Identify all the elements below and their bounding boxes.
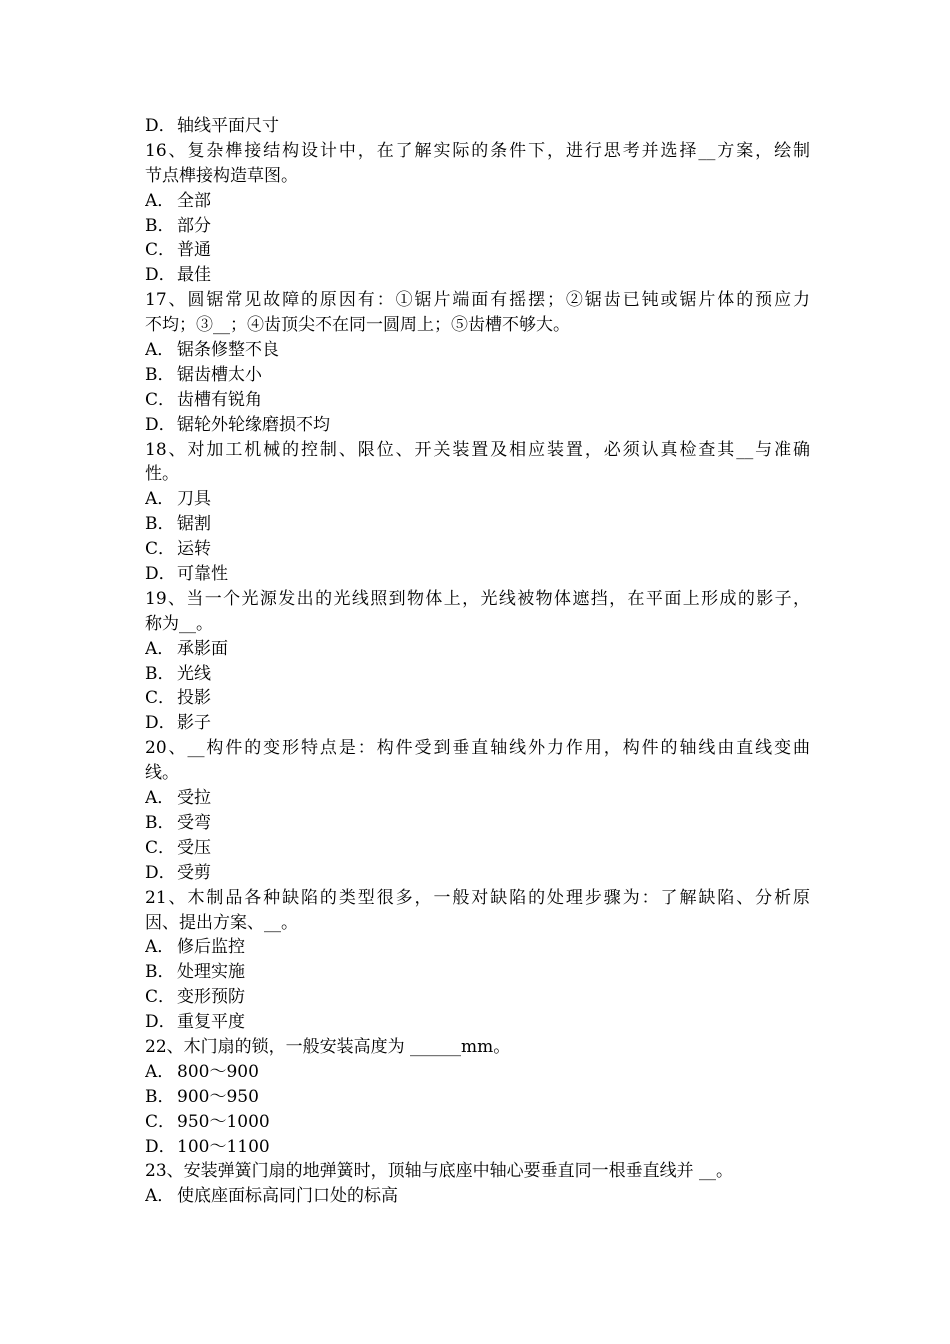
option-text: 全部 [177, 190, 211, 211]
answer-option [145, 189, 810, 214]
question-stem-line: 称为__。 [145, 613, 213, 634]
option-letter: B． [145, 215, 175, 236]
option-text: 最佳 [177, 265, 211, 286]
question-q20 [145, 736, 810, 885]
option-text: 锯割 [177, 514, 211, 535]
question-stem-line: 23、安装弹簧门扇的地弹簧时，顶轴与底座中轴心要垂直同一根垂直线并 __。 [145, 1161, 734, 1182]
answer-option [145, 238, 810, 263]
answer-option [145, 512, 810, 537]
answer-option [145, 1085, 810, 1110]
option-text: 运转 [177, 539, 211, 560]
option-letter: C． [145, 240, 176, 261]
option-text: 950～1000 [177, 1111, 270, 1132]
question-q21 [145, 886, 810, 1035]
option-letter: D． [145, 116, 176, 136]
option-letter: B． [145, 962, 175, 983]
option-text: 可靠性 [177, 564, 228, 585]
answer-option [145, 487, 810, 512]
answer-option [145, 662, 810, 687]
option-text: 处理实施 [177, 962, 245, 983]
option-text: 使底座面标高同门口处的标高 [177, 1186, 398, 1207]
option-letter: B． [145, 514, 175, 535]
question-stem-line: 线。 [145, 763, 179, 784]
question-stem-line: 16、复杂榫接结构设计中，在了解实际的条件下，进行思考并选择__方案，绘制 [145, 140, 810, 161]
question-q16 [145, 139, 810, 288]
option-letter: D． [145, 265, 176, 286]
answer-option [145, 711, 810, 736]
question-stem-line: 18、对加工机械的控制、限位、开关装置及相应装置，必须认真检查其__与准确 [145, 439, 810, 460]
question-stem-line: 20、__构件的变形特点是：构件受到垂直轴线外力作用，构件的轴线由直线变曲 [145, 738, 810, 759]
option-letter: A． [145, 638, 175, 659]
option-text: 轴线平面尺寸 [177, 116, 279, 136]
option-text: 刀具 [177, 489, 211, 510]
option-text: 锯齿槽太小 [177, 364, 262, 385]
answer-option [145, 1010, 810, 1035]
question-stem-line: 17、圆锯常见故障的原因有：①锯片端面有摇摆；②锯齿已钝或锯片体的预应力 [145, 290, 810, 311]
option-text: 受拉 [177, 788, 211, 809]
answer-option [145, 114, 810, 139]
option-text: 受弯 [177, 812, 211, 833]
option-letter: B． [145, 364, 175, 385]
option-letter: A． [145, 340, 175, 361]
option-text: 齿槽有锐角 [177, 389, 262, 410]
option-letter: C． [145, 837, 176, 858]
option-text: 锯条修整不良 [177, 340, 279, 361]
option-letter: B． [145, 663, 175, 684]
answer-option [145, 786, 810, 811]
option-text: 受压 [177, 837, 211, 858]
question-stem-line: 节点榫接构造草图。 [145, 165, 298, 186]
answer-option [145, 1060, 810, 1085]
option-text: 普通 [177, 240, 211, 261]
option-letter: C． [145, 539, 176, 560]
option-letter: A． [145, 788, 175, 809]
option-letter: D． [145, 862, 176, 883]
option-letter: A． [145, 1061, 175, 1082]
option-text: 900～950 [177, 1086, 259, 1107]
answer-option [145, 811, 810, 836]
answer-option [145, 836, 810, 861]
answer-option [145, 637, 810, 662]
question-stem-line: 性。 [145, 464, 179, 485]
option-letter: C． [145, 1111, 176, 1132]
answer-option [145, 1184, 810, 1209]
answer-option [145, 363, 810, 388]
answer-option [145, 861, 810, 886]
option-text: 光线 [177, 663, 211, 684]
option-letter: C． [145, 389, 176, 410]
option-text: 重复平度 [177, 1012, 245, 1033]
option-letter: B． [145, 812, 175, 833]
option-letter: A． [145, 190, 175, 211]
option-text: 受剪 [177, 862, 211, 883]
option-text: 部分 [177, 215, 211, 236]
option-text: 承影面 [177, 638, 228, 659]
question-q22 [145, 1035, 810, 1159]
option-letter: D． [145, 713, 176, 734]
answer-option [145, 1135, 810, 1160]
question-stem-line: 不均；③__；④齿顶尖不在同一圆周上；⑤齿槽不够大。 [145, 315, 570, 336]
option-letter: A． [145, 937, 175, 958]
option-text: 修后监控 [177, 937, 245, 958]
option-text: 锯轮外轮缘磨损不均 [177, 414, 330, 435]
option-letter: D． [145, 414, 176, 435]
option-text: 变形预防 [177, 987, 245, 1008]
option-text: 影子 [177, 713, 211, 734]
question-stem-line: 21、木制品各种缺陷的类型很多，一般对缺陷的处理步骤为：了解缺陷、分析原 [145, 887, 810, 908]
option-letter: C． [145, 987, 176, 1008]
answer-option [145, 985, 810, 1010]
answer-option [145, 1110, 810, 1135]
option-letter: A． [145, 489, 175, 510]
question-q19 [145, 587, 810, 736]
question-q23 [145, 1159, 810, 1209]
option-letter: D． [145, 564, 176, 585]
option-letter: B． [145, 1086, 175, 1107]
answer-option [145, 537, 810, 562]
option-text: 投影 [177, 688, 211, 709]
option-letter: C． [145, 688, 176, 709]
option-letter: D． [145, 1136, 176, 1157]
exam-page [145, 114, 810, 1209]
answer-option [145, 562, 810, 587]
answer-option [145, 960, 810, 985]
answer-option [145, 338, 810, 363]
answer-option [145, 214, 810, 239]
option-text: 800～900 [177, 1061, 259, 1082]
question-q18 [145, 438, 810, 587]
option-letter: D． [145, 1012, 176, 1033]
question-q15-tail [145, 114, 810, 139]
question-stem-line: 因、提出方案、__。 [145, 912, 298, 933]
answer-option [145, 413, 810, 438]
option-text: 100～1100 [177, 1136, 270, 1157]
answer-option [145, 686, 810, 711]
option-letter: A． [145, 1186, 175, 1207]
answer-option [145, 388, 810, 413]
question-stem-line: 22、木门扇的锁，一般安装高度为 ______mm。 [145, 1036, 511, 1057]
question-stem-line: 19、当一个光源发出的光线照到物体上，光线被物体遮挡，在平面上形成的影子， [145, 588, 810, 609]
question-q17 [145, 288, 810, 437]
answer-option [145, 263, 810, 288]
answer-option [145, 935, 810, 960]
